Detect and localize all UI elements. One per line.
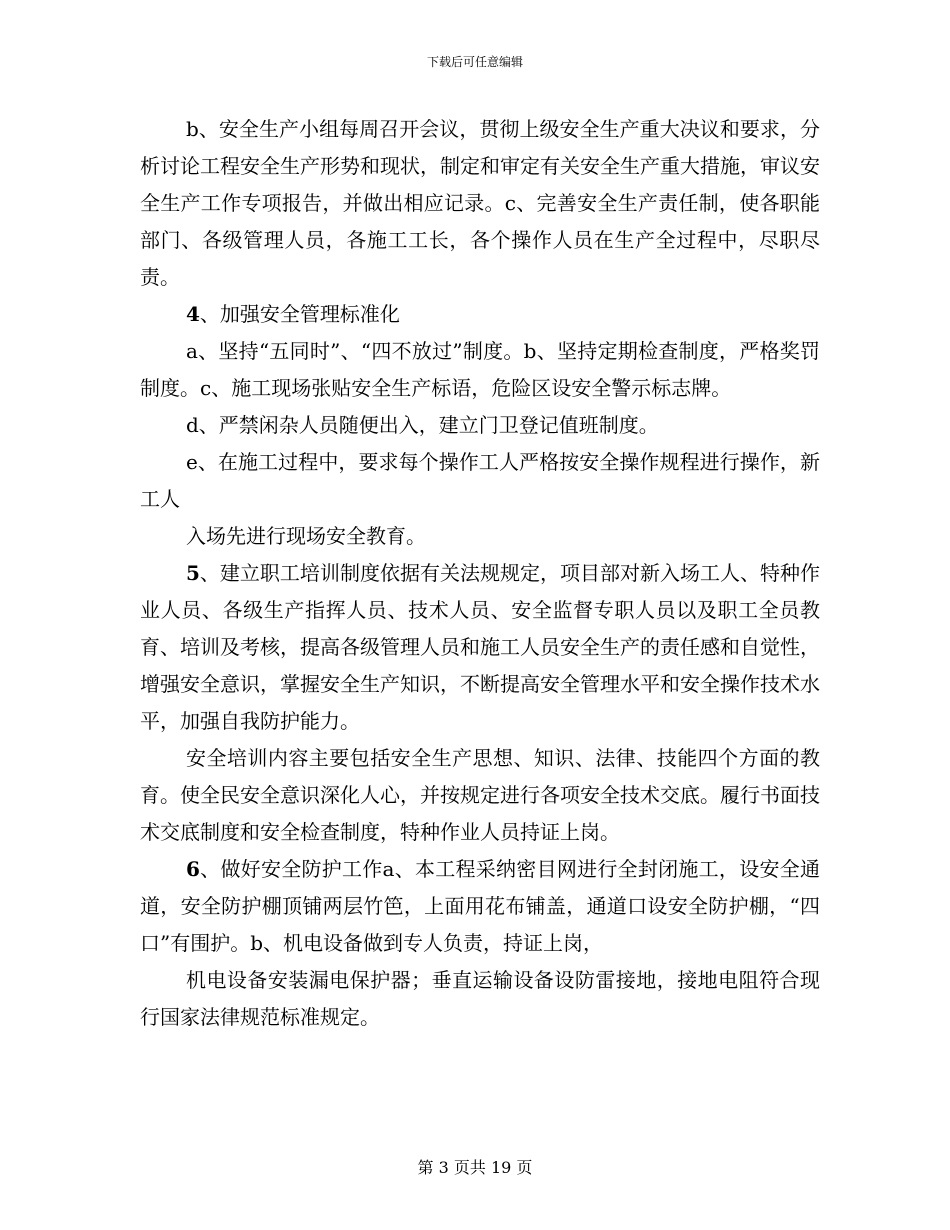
page-footer: 第 3 页共 19 页: [417, 1158, 533, 1177]
paragraph-new-worker-education: [140, 518, 820, 555]
page-header: 下载后可任意编辑: [426, 55, 523, 69]
paragraph-text: 入场先进行现场安全教育。: [186, 524, 426, 548]
document-body: [140, 111, 820, 1036]
paragraph-safety-meetings: [140, 111, 820, 296]
paragraph-text: d、严禁闲杂人员随便出入，建立门卫登记值班制度。: [186, 413, 659, 437]
paragraph-operation-rules: [140, 444, 820, 518]
section-number: 5: [186, 561, 200, 585]
paragraph-text: 安全培训内容主要包括安全生产思想、知识、法律、技能四个方面的教育。使全民安全意识深化人心，并按规定进行各项安全技术交底。履行书面技术交底制度和安全检查制度，特种作业人员持证上岗。: [140, 746, 820, 844]
paragraph-standardization: [140, 333, 820, 407]
paragraph-access-control: [140, 407, 820, 444]
section-heading-6: [140, 851, 820, 962]
section-number: 4: [186, 302, 200, 326]
section-heading-4: [140, 296, 820, 333]
paragraph-text: e、在施工过程中，要求每个操作工人严格按安全操作规程进行操作，新工人: [140, 450, 820, 511]
paragraph-text: 、建立职工培训制度依据有关法规规定，项目部对新入场工人、特种作业人员、各级生产指挥人员、技术人员、安全监督专职人员以及职工全员教育、培训及考核，提高各级管理人员和施工人员安全生产的责任感和自觉性，增强安全意识，掌握安全生产知识，不断提高安全管理水平和安全操作技术水平，加强自我防护能力。: [140, 561, 820, 733]
section-number: 6: [186, 857, 200, 881]
paragraph-electrical-equipment: [140, 962, 820, 1036]
paragraph-training-content: [140, 740, 820, 851]
section-heading-5: [140, 555, 820, 740]
paragraph-text: 、加强安全管理标准化: [199, 302, 400, 326]
paragraph-text: 、做好安全防护工作a、本工程采纳密目网进行全封闭施工，设安全通道，安全防护棚顶铺两层竹笆，上面用花布铺盖，通道口设安全防护棚，“四口”有围护。b、机电设备做到专人负责，持证上岗，: [140, 857, 820, 955]
paragraph-text: 机电设备安装漏电保护器；垂直运输设备设防雷接地，接地电阻符合现行国家法律规范标准规定。: [140, 968, 820, 1029]
paragraph-text: a、坚持“五同时”、“四不放过”制度。b、坚持定期检查制度，严格奖罚制度。c、施工现场张贴安全生产标语，危险区设安全警示标志牌。: [140, 339, 820, 400]
paragraph-text: b、安全生产小组每周召开会议，贯彻上级安全生产重大决议和要求，分析讨论工程安全生产形势和现状，制定和审定有关安全生产重大措施，审议安全生产工作专项报告，并做出相应记录。c、完善安全生产责任制，使各职能部门、各级管理人员，各施工工长，各个操作人员在生产全过程中，尽职尽责。: [140, 117, 820, 289]
